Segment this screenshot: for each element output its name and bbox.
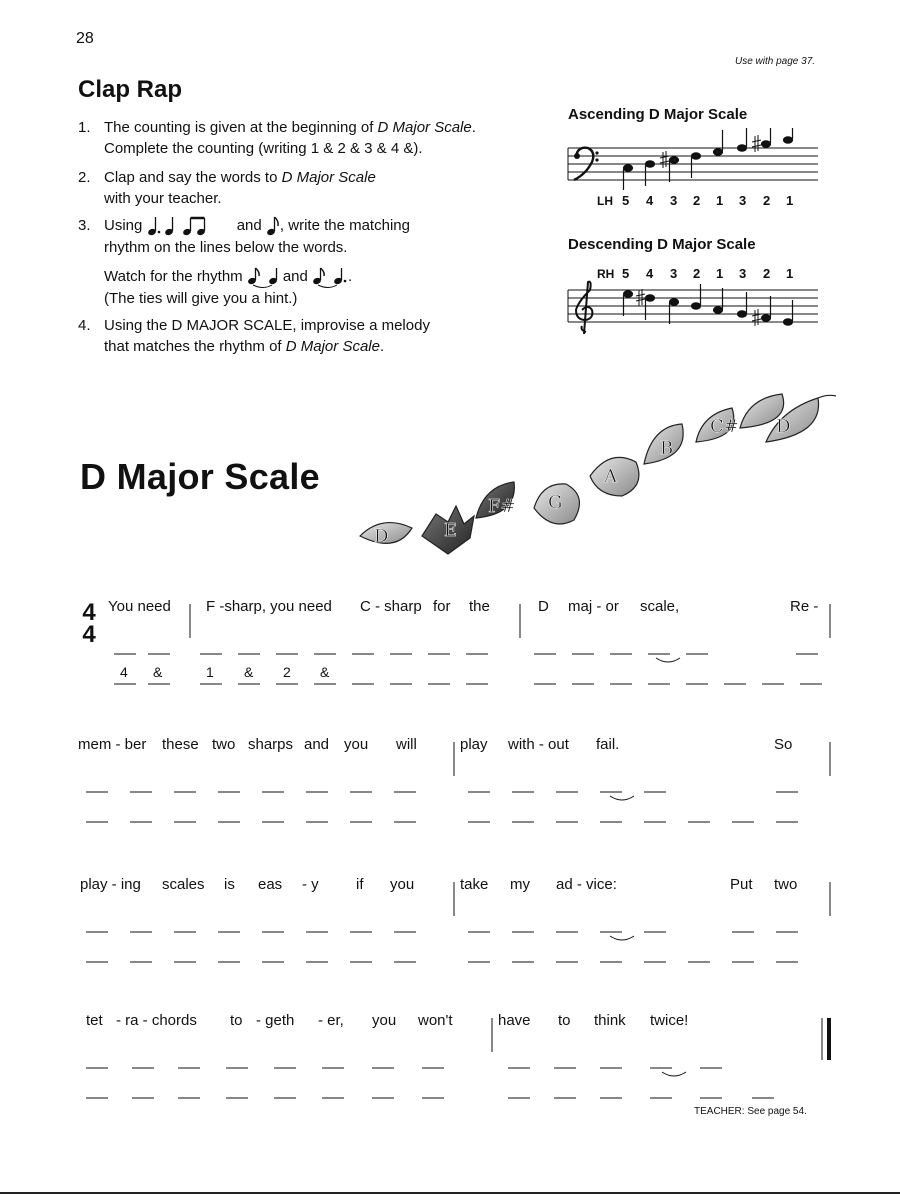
step-text: that matches the rhythm of [104,338,286,355]
step-text: (The ties will give you a hint.) [104,290,298,308]
lyric-word: So [774,736,793,753]
time-sig-top: 4 [82,599,96,626]
leaf-letter: D [776,416,791,437]
finger-number: 1 [716,266,724,281]
step-text: , write the matching [279,217,410,234]
eighth-note-icon [266,215,280,237]
lyric-word: - er, [318,1012,344,1029]
lyric-word: sharps [248,736,294,753]
step-text: Complete the counting (writing 1 & 2 & 3 & 4 &). [104,140,423,157]
lyric-word: you [344,736,369,753]
leaf-letter: F# [488,496,516,517]
finger-number: 3 [739,266,747,281]
finger-number: 2 [693,266,701,281]
step-number: 1. [78,119,91,136]
leaf-letter: D [374,526,389,547]
finger-number: 1 [786,266,794,281]
lyric-word: and [304,736,330,753]
leaf-letter: A [604,466,617,487]
step-number: 4. [78,317,91,334]
ascending-fingering [622,193,822,209]
finger-number: 3 [670,193,678,208]
lyric-word: won't [418,1012,453,1029]
lyric-word: C - sharp [360,598,422,615]
teacher-note: TEACHER: See page 54. [694,1106,807,1117]
lyric-word: scale, [640,598,680,615]
step-emphasis: D Major Scale [377,119,472,136]
lyric-word: these [162,736,199,753]
counting-line-1 [0,664,900,684]
descending-hand: RH [597,267,615,281]
finger-number: 3 [670,266,678,281]
rhythm-lines-4 [0,1012,900,1104]
finger-number: 2 [763,193,771,208]
lyric-word: - geth [256,1012,295,1029]
count-mark: 2 [283,664,291,680]
lyric-word: F -sharp, you need [206,598,332,615]
lyric-word: tet [86,1012,103,1029]
finger-number: 5 [622,266,630,281]
leaf-letter: B [660,438,674,459]
lyric-word: You need [108,598,171,615]
count-mark: & [153,664,163,680]
lyric-word: is [224,876,235,893]
use-with-note: Use with page 37. [735,56,816,67]
tied-rhythm-1-icon [247,266,283,288]
lyric-word: to [230,1012,243,1029]
count-mark: & [320,664,330,680]
leaf-letter: G [548,492,563,513]
step-emphasis: D Major Scale [281,169,376,186]
step-text: . [379,338,385,355]
lyric-word: twice! [650,1012,689,1029]
finger-number: 1 [716,193,724,208]
lyric-word: scales [162,876,205,893]
lyric-word: to [558,1012,571,1029]
count-mark: & [244,664,254,680]
lyric-word: play [460,736,488,753]
ascending-hand: LH [597,194,613,208]
finger-number: 4 [646,193,654,208]
finger-number: 1 [786,193,794,208]
step-emphasis: D Major Scale [285,338,380,355]
leaf-letter: E [444,520,458,541]
leaf-letter: C# [710,416,739,437]
lyric-word: fail. [596,736,620,753]
lyric-word: Re - [790,598,819,615]
lyric-word: D [538,598,549,615]
page-number: 28 [76,30,94,47]
lyric-word: mem - ber [78,736,147,753]
lyric-word: think [594,1012,626,1029]
step-text: and [282,268,308,286]
step-text: . [348,268,353,286]
lyric-word: with - out [508,736,569,753]
step-text: and [236,217,262,234]
step-text: Using the D MAJOR SCALE, improvise a melody [104,317,430,334]
lyric-word: have [498,1012,531,1029]
lyric-word: two [212,736,236,753]
tied-rhythm-2-icon [312,266,348,288]
lyric-word: Put [730,876,753,893]
rhythm-lines-3 [0,876,900,968]
lyric-word: maj - or [568,598,619,615]
lyric-word: ad - vice: [556,876,617,893]
finger-number: 5 [622,193,630,208]
step-text: Watch for the rhythm [104,268,243,286]
lyric-word: my [510,876,530,893]
finger-number: 2 [693,193,701,208]
step-number: 3. [78,217,91,234]
finger-number: 3 [739,193,747,208]
lyric-word: play - ing [80,876,141,893]
step-text: . [471,119,476,136]
lyric-word: will [396,736,417,753]
lyric-word: if [356,876,364,893]
lyric-word: for [433,598,451,615]
lyric-word: - y [302,876,319,893]
time-sig-bottom: 4 [82,621,96,648]
leaves-illustration [352,386,842,576]
lyric-word: two [774,876,798,893]
count-mark: 1 [206,664,214,680]
lyric-word: you [372,1012,397,1029]
finger-number: 2 [763,266,771,281]
step-number: 2. [78,169,91,186]
step-text: Using [104,217,143,234]
step-text: The counting is given at the beginning of [104,119,378,136]
ascending-scale-title: Ascending D Major Scale [568,106,748,123]
lyric-word: eas [258,876,283,893]
finger-number: 4 [646,266,654,281]
step-text: Clap and say the words to [104,169,282,186]
clap-rap-title: Clap Rap [78,76,183,103]
lyric-word: the [469,598,490,615]
step-text: with your teacher. [104,190,222,207]
descending-scale-staff [566,280,822,340]
descending-scale-title: Descending D Major Scale [568,236,756,253]
step-text: rhythm on the lines below the words. [104,239,348,257]
lyric-word: take [460,876,489,893]
lyric-word: - ra - chords [116,1012,197,1029]
song-title: D Major Scale [80,456,320,497]
rhythm-symbols-icon [147,215,233,237]
rhythm-lines-2 [0,736,900,828]
count-mark: 4 [120,664,128,680]
lyric-word: you [390,876,415,893]
